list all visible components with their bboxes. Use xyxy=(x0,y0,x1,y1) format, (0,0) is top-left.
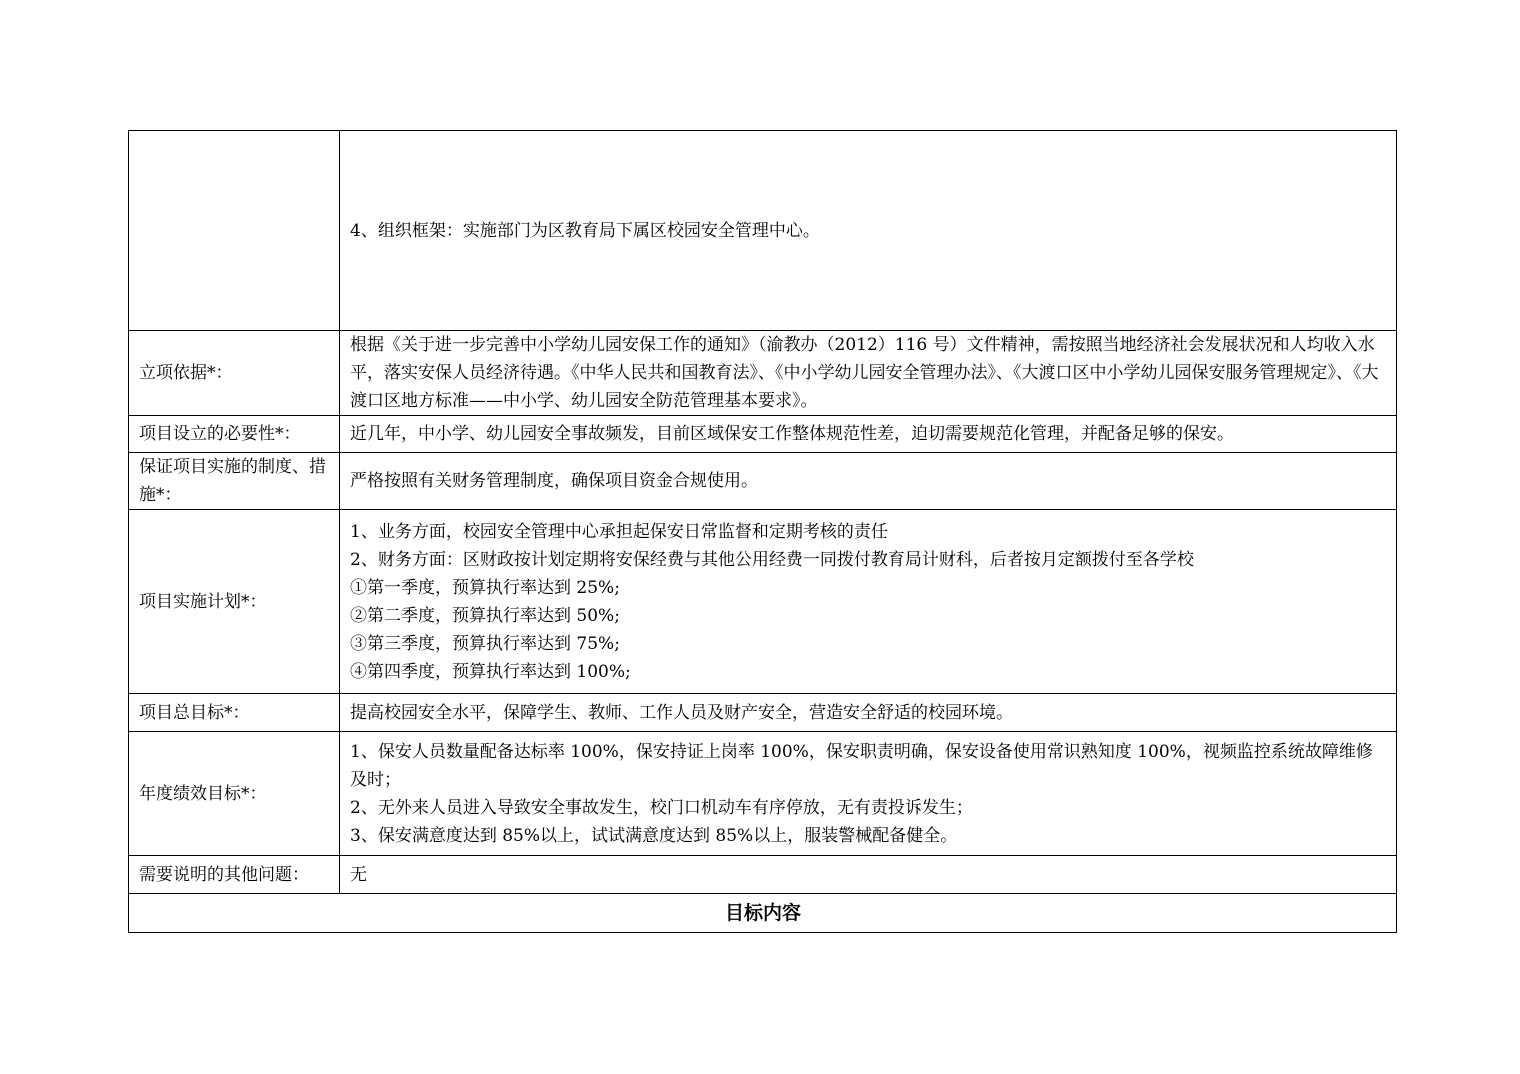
table-row-basis xyxy=(129,331,1397,416)
row-content xyxy=(340,331,1397,416)
row-content xyxy=(340,131,1397,331)
row-label: 年度绩效目标*： xyxy=(129,732,340,856)
content-line: 1、业务方面，校园安全管理中心承担起保安日常监督和定期考核的责任 xyxy=(350,521,888,542)
content-paragraph: 1、保安人员数量配备达标率 100%，保安持证上岗率 100%，保安职责明确，保安设备使用常识熟知度 100%，视频监控系统故障维修及时； xyxy=(350,741,1373,790)
content-line: 2、无外来人员进入导致安全事故发生，校门口机动车有序停放，无有责投诉发生； xyxy=(350,797,973,818)
row-label: 立项依据*： xyxy=(129,331,340,416)
content-line: 4、组织框架：实施部门为区教育局下属区校园安全管理中心。 xyxy=(350,220,820,241)
content-line: 3、保安满意度达到 85%以上，试试满意度达到 85%以上，服装警械配备健全。 xyxy=(350,825,958,846)
table-row-necessity xyxy=(129,416,1397,453)
row-content xyxy=(340,416,1397,453)
content-line: 提高校园安全水平，保障学生、教师、工作人员及财产安全，营造安全舒适的校园环境。 xyxy=(350,702,1013,723)
row-label xyxy=(129,131,340,331)
project-info-table xyxy=(128,130,1397,933)
table-row-overall-goal xyxy=(129,694,1397,732)
table-row-footer xyxy=(129,894,1397,933)
row-label: 项目实施计划*： xyxy=(129,510,340,694)
table-row-annual-goal xyxy=(129,732,1397,856)
row-content xyxy=(340,856,1397,894)
row-label: 项目设立的必要性*： xyxy=(129,416,340,453)
content-line: 近几年，中小学、幼儿园安全事故频发，目前区域保安工作整体规范性差，迫切需要规范化管理，并配备足够的保安。 xyxy=(350,424,1234,444)
section-title: 目标内容 xyxy=(129,894,1397,933)
content-line: ①第一季度，预算执行率达到 25%; xyxy=(350,577,620,598)
row-label: 项目总目标*： xyxy=(129,694,340,732)
row-content xyxy=(340,694,1397,732)
content-line: 2、财务方面：区财政按计划定期将安保经费与其他公用经费一同拨付教育局计财科，后者按月定额拨付至各学校 xyxy=(350,549,1194,570)
row-content xyxy=(340,453,1397,510)
table-row-measures xyxy=(129,453,1397,510)
content-line: ④第四季度，预算执行率达到 100%; xyxy=(350,661,631,682)
content-paragraph: 根据《关于进一步完善中小学幼儿园安保工作的通知》（渝教办（2012）116 号）文件精神，需按照当地经济社会发展状况和人均收入水平，落实安保人员经济待遇。《中华人民共和国教育法》、《中小学幼儿园安全管理办法》、《大渡口区中小学幼儿园保安服务管理规定》、《大渡口区地方标准——中小学、幼儿园安全防范管理基本要求》。 xyxy=(350,335,1379,411)
table-row-org-framework xyxy=(129,131,1397,331)
table-row-other-issues xyxy=(129,856,1397,894)
row-content xyxy=(340,510,1397,694)
row-label: 保证项目实施的制度、措施*： xyxy=(129,453,340,510)
row-content xyxy=(340,732,1397,856)
content-line: ②第二季度，预算执行率达到 50%; xyxy=(350,605,620,626)
content-line: 无 xyxy=(350,864,367,885)
table-row-plan xyxy=(129,510,1397,694)
row-label: 需要说明的其他问题： xyxy=(129,856,340,894)
content-line: 严格按照有关财务管理制度，确保项目资金合规使用。 xyxy=(350,471,758,491)
content-line: ③第三季度，预算执行率达到 75%; xyxy=(350,633,620,654)
